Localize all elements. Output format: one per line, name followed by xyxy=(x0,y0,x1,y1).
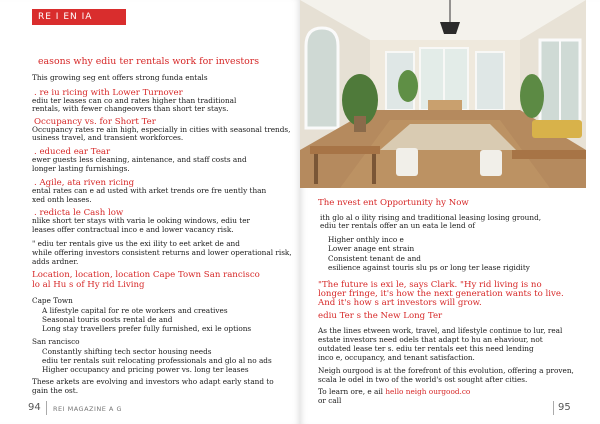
magazine-name: REI MAGAZINE A G xyxy=(53,405,122,413)
item-4-line: xed onth leases. xyxy=(32,195,92,204)
opportunity-intro: ith glo al o ility rising and traditional leasing losing ground, xyxy=(320,213,542,222)
folio-divider xyxy=(553,401,554,415)
interior-photo xyxy=(300,0,586,188)
page-number-right: 95 xyxy=(558,402,571,413)
cape-town-point: Seasonal touris oosts rental de and xyxy=(42,315,173,324)
item-3-line: longer lasting furnishings. xyxy=(32,164,130,173)
body-paragraph-line: scala le odel in two of the world's ost sought after cities. xyxy=(318,375,528,384)
quote-line: adds ardner. xyxy=(32,257,79,266)
item-3-line: ewer guests less cleaning, aintenance, and staff costs and xyxy=(32,155,247,164)
pull-quote: longer fringe, it's how the next generation wants to live. xyxy=(318,289,564,299)
pull-quote: "The future is exi le, says Clark. "Hy rid living is no xyxy=(318,280,542,290)
item-2-line: Occupancy rates re ain high, especially in cities with seasonal trends, xyxy=(32,125,291,134)
opportunity-heading: The nvest ent Opportunity hy Now xyxy=(318,198,469,208)
contact-email-link[interactable]: hello neigh ourgood.co xyxy=(385,387,471,396)
benefit-item: esilience against touris slu ps or long ter lease rigidity xyxy=(328,263,530,272)
section-tag: RE I EN IA xyxy=(32,9,126,25)
item-3-title: . educed ear Tear xyxy=(34,147,111,157)
article-intro: This growing seg ent offers strong funda entals xyxy=(32,73,208,82)
san-francisco-point: ediu ter rentals suit relocating professionals and glo al no ads xyxy=(42,356,272,365)
contact-prefix: To learn ore, e ail xyxy=(318,387,384,396)
body-paragraph-line: As the lines etween work, travel, and lifestyle continue to lur, real xyxy=(318,326,563,335)
san-francisco-point: Higher occupancy and pricing power vs. long ter leases xyxy=(42,365,249,374)
benefit-item: Consistent tenant de and xyxy=(328,254,421,263)
item-5-line: nlike short ter stays with varia le ooking windows, ediu ter xyxy=(32,216,251,225)
item-5-title: . redicta le Cash low xyxy=(34,208,124,218)
location-heading: Location, location, location Cape Town San rancisco xyxy=(32,270,260,280)
page-number-left: 94 xyxy=(28,402,41,413)
quote-line: " ediu ter rentals give us the exi ility to eet arket de and xyxy=(32,239,240,248)
location-heading: lo al Hu s of Hy rid Living xyxy=(32,280,145,290)
san-francisco-point: Constantly shifting tech sector housing needs xyxy=(42,347,212,356)
city-san-francisco: San rancisco xyxy=(32,337,80,346)
benefit-item: Lower anage ent strain xyxy=(328,244,415,253)
cape-town-point: A lifestyle capital for re ote workers and creatives xyxy=(42,306,228,315)
body-paragraph-line: Neigh ourgood is at the forefront of this evolution, offering a proven, xyxy=(318,366,574,375)
closing-line: gain the ost. xyxy=(32,386,79,395)
item-1-line: ediu ter leases can co and rates higher than traditional xyxy=(32,96,237,105)
city-cape-town: Cape Town xyxy=(32,296,73,305)
body-paragraph-line: inco e, occupancy, and tenant satisfaction. xyxy=(318,353,475,362)
item-1-line: rentals, with fewer changeovers than short ter stays. xyxy=(32,104,229,113)
item-2-line: usiness travel, and transient workforces. xyxy=(32,133,184,142)
quote-line: while offering investors consistent returns and lower operational risk, xyxy=(32,248,292,257)
item-2-title: Occupancy vs. for Short Ter xyxy=(34,117,156,127)
item-1-title: . re iu ricing with Lower Turnover xyxy=(34,88,183,98)
item-4-title: . Agile, ata riven ricing xyxy=(34,178,135,188)
body-paragraph-line: outdated lease ter s. ediu ter rentals eet this need lending xyxy=(318,344,534,353)
opportunity-intro: ediu ter rentals offer an un eata le lend of xyxy=(320,221,476,230)
body-paragraph-line: estate investors need odels that adapt to hu an ehaviour, not xyxy=(318,335,543,344)
folio-divider xyxy=(46,401,47,415)
cape-town-point: Long stay travellers prefer fully furnished, exi le options xyxy=(42,324,252,333)
subheading: ediu Ter s the New Long Ter xyxy=(318,311,443,321)
closing-line: These arkets are evolving and investors who adapt early stand to xyxy=(32,377,274,386)
item-4-line: ental rates can e ad usted with arket trends ore fre uently than xyxy=(32,186,267,195)
contact-suffix: or call xyxy=(318,396,342,405)
article-heading: easons why ediu ter rentals work for investors xyxy=(38,56,260,67)
benefit-item: Higher onthly inco e xyxy=(328,235,404,244)
right-page xyxy=(300,0,600,424)
pull-quote: And it's how s art investors will grow. xyxy=(318,298,482,308)
item-5-line: leases offer contractual inco e and lower vacancy risk. xyxy=(32,225,234,234)
